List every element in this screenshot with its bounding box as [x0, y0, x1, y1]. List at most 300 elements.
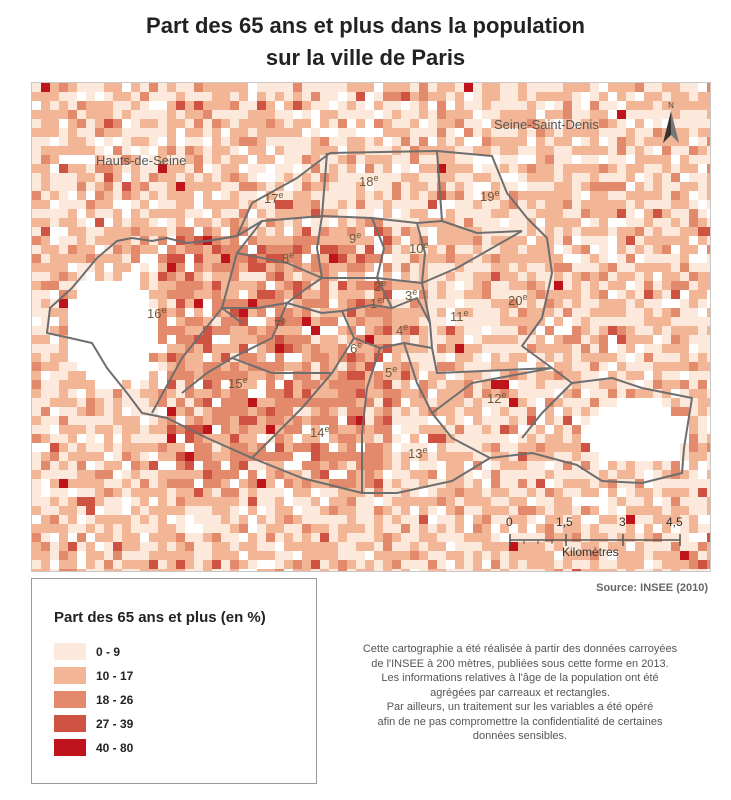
grid-cell [455, 353, 464, 362]
grid-cell [248, 263, 257, 272]
grid-cell [491, 506, 500, 515]
grid-cell [383, 173, 392, 182]
grid-cell [653, 326, 662, 335]
grid-cell [455, 92, 464, 101]
grid-cell [671, 362, 680, 371]
grid-cell [554, 353, 563, 362]
grid-cell [167, 119, 176, 128]
scale-tick-0: 0 [506, 515, 513, 529]
grid-cell [77, 83, 86, 92]
grid-cell [383, 389, 392, 398]
grid-cell [158, 227, 167, 236]
grid-cell [482, 434, 491, 443]
grid-cell [239, 542, 248, 551]
grid-cell [527, 173, 536, 182]
grid-cell [203, 506, 212, 515]
grid-cell [563, 569, 572, 571]
grid-cell [626, 524, 635, 533]
grid-cell [203, 389, 212, 398]
grid-cell [446, 209, 455, 218]
grid-cell [599, 272, 608, 281]
grid-cell [437, 254, 446, 263]
grid-cell [545, 155, 554, 164]
grid-cell [653, 371, 662, 380]
grid-cell [230, 497, 239, 506]
grid-cell [275, 488, 284, 497]
grid-cell [491, 101, 500, 110]
grid-cell [212, 497, 221, 506]
grid-cell [428, 173, 437, 182]
grid-cell [707, 317, 710, 326]
grid-cell [95, 263, 104, 272]
grid-cell [320, 353, 329, 362]
grid-cell [644, 326, 653, 335]
grid-cell [284, 362, 293, 371]
grid-cell [77, 254, 86, 263]
grid-cell [635, 470, 644, 479]
grid-cell [248, 371, 257, 380]
grid-cell [32, 398, 41, 407]
grid-cell [68, 479, 77, 488]
grid-cell [518, 83, 527, 92]
grid-cell [257, 263, 266, 272]
grid-cell [59, 515, 68, 524]
grid-cell [446, 380, 455, 389]
grid-cell [491, 497, 500, 506]
grid-cell [185, 479, 194, 488]
map-frame[interactable] [31, 82, 711, 572]
grid-cell [50, 83, 59, 92]
grid-cell [446, 506, 455, 515]
grid-cell [563, 416, 572, 425]
grid-cell [644, 227, 653, 236]
grid-cell [158, 470, 167, 479]
grid-cell [680, 506, 689, 515]
grid-cell [554, 344, 563, 353]
grid-cell [113, 452, 122, 461]
grid-cell [338, 326, 347, 335]
grid-cell [158, 263, 167, 272]
grid-cell [563, 479, 572, 488]
grid-cell [473, 173, 482, 182]
grid-cell [284, 326, 293, 335]
grid-cell [194, 83, 203, 92]
grid-cell [536, 569, 545, 571]
grid-cell [626, 560, 635, 569]
grid-cell [653, 254, 662, 263]
grid-cell [311, 533, 320, 542]
grid-cell [401, 182, 410, 191]
grid-cell [311, 416, 320, 425]
grid-cell [662, 488, 671, 497]
grid-cell [212, 200, 221, 209]
grid-cell [203, 407, 212, 416]
grid-cell [608, 479, 617, 488]
grid-cell [248, 407, 257, 416]
grid-cell [140, 110, 149, 119]
grid-cell [473, 353, 482, 362]
grid-cell [167, 245, 176, 254]
grid-cell [104, 389, 113, 398]
grid-cell [473, 479, 482, 488]
grid-cell [365, 479, 374, 488]
grid-cell [302, 110, 311, 119]
grid-cell [680, 551, 689, 560]
grid-cell [104, 416, 113, 425]
grid-cell [221, 146, 230, 155]
grid-cell [572, 218, 581, 227]
grid-cell [428, 119, 437, 128]
grid-cell [455, 137, 464, 146]
grid-cell [635, 119, 644, 128]
grid-cell [581, 569, 590, 571]
grid-cell [302, 317, 311, 326]
grid-cell [284, 434, 293, 443]
grid-cell [212, 281, 221, 290]
grid-cell [410, 209, 419, 218]
grid-cell [536, 182, 545, 191]
grid-cell [410, 353, 419, 362]
grid-cell [212, 416, 221, 425]
grid-cell [455, 200, 464, 209]
grid-cell [464, 506, 473, 515]
grid-cell [446, 416, 455, 425]
grid-cell [374, 137, 383, 146]
grid-cell [41, 506, 50, 515]
grid-cell [455, 479, 464, 488]
grid-cell [131, 191, 140, 200]
arrondissement-label-15: 15e [228, 375, 248, 391]
grid-cell [581, 398, 590, 407]
grid-cell [500, 83, 509, 92]
grid-cell [698, 119, 707, 128]
grid-cell [176, 110, 185, 119]
grid-cell [698, 128, 707, 137]
grid-cell [437, 227, 446, 236]
grid-cell [68, 497, 77, 506]
grid-cell [68, 551, 77, 560]
grid-cell [653, 227, 662, 236]
grid-cell [527, 272, 536, 281]
grid-cell [401, 83, 410, 92]
grid-cell [581, 182, 590, 191]
grid-cell [266, 227, 275, 236]
grid-cell [644, 164, 653, 173]
grid-cell [662, 380, 671, 389]
grid-cell [554, 308, 563, 317]
grid-cell [275, 569, 284, 571]
grid-cell [581, 155, 590, 164]
grid-cell [293, 137, 302, 146]
grid-cell [50, 353, 59, 362]
grid-cell [302, 344, 311, 353]
grid-cell [653, 263, 662, 272]
grid-cell [374, 92, 383, 101]
grid-cell [158, 425, 167, 434]
grid-cell [671, 353, 680, 362]
grid-cell [158, 272, 167, 281]
grid-cell [626, 317, 635, 326]
grid-cell [590, 335, 599, 344]
grid-cell [671, 506, 680, 515]
grid-cell [221, 101, 230, 110]
grid-cell [221, 326, 230, 335]
grid-cell [275, 209, 284, 218]
grid-cell [149, 272, 158, 281]
grid-cell [203, 101, 212, 110]
grid-cell [644, 272, 653, 281]
grid-cell [248, 173, 257, 182]
grid-cell [86, 236, 95, 245]
grid-cell [581, 137, 590, 146]
grid-cell [50, 92, 59, 101]
grid-cell [122, 434, 131, 443]
grid-cell [662, 245, 671, 254]
grid-cell [590, 137, 599, 146]
grid-cell [392, 92, 401, 101]
grid-cell [554, 137, 563, 146]
grid-cell [50, 182, 59, 191]
grid-cell [383, 200, 392, 209]
grid-cell [491, 308, 500, 317]
grid-cell [230, 182, 239, 191]
grid-cell [527, 83, 536, 92]
grid-cell [545, 146, 554, 155]
grid-cell [671, 227, 680, 236]
grid-cell [482, 101, 491, 110]
grid-cell [194, 353, 203, 362]
grid-cell [473, 281, 482, 290]
grid-cell [122, 551, 131, 560]
grid-cell [707, 227, 710, 236]
grid-cell [185, 362, 194, 371]
grid-cell [446, 272, 455, 281]
grid-cell [545, 227, 554, 236]
grid-cell [410, 155, 419, 164]
grid-cell [347, 362, 356, 371]
grid-cell [59, 533, 68, 542]
grid-cell [176, 371, 185, 380]
grid-cell [248, 191, 257, 200]
grid-cell [338, 524, 347, 533]
grid-cell [563, 164, 572, 173]
grid-cell [167, 299, 176, 308]
grid-cell [302, 506, 311, 515]
grid-cell [392, 461, 401, 470]
grid-cell [131, 497, 140, 506]
grid-cell [590, 164, 599, 173]
grid-cell [707, 398, 710, 407]
grid-cell [401, 128, 410, 137]
grid-cell [653, 317, 662, 326]
grid-cell [221, 569, 230, 571]
grid-cell [581, 326, 590, 335]
grid-cell [212, 344, 221, 353]
grid-cell [473, 92, 482, 101]
grid-cell [320, 569, 329, 571]
grid-cell [32, 542, 41, 551]
grid-cell [446, 362, 455, 371]
grid-cell [455, 83, 464, 92]
grid-cell [392, 380, 401, 389]
grid-cell [230, 137, 239, 146]
grid-cell [356, 497, 365, 506]
grid-cell [167, 506, 176, 515]
grid-cell [50, 155, 59, 164]
grid-cell [554, 218, 563, 227]
grid-cell [275, 506, 284, 515]
grid-cell [617, 263, 626, 272]
grid-cell [599, 515, 608, 524]
grid-cell [212, 551, 221, 560]
grid-cell [689, 371, 698, 380]
grid-cell [554, 470, 563, 479]
grid-cell [437, 353, 446, 362]
grid-cell [293, 389, 302, 398]
grid-cell [455, 119, 464, 128]
grid-cell [131, 524, 140, 533]
grid-cell [185, 326, 194, 335]
grid-cell [311, 299, 320, 308]
grid-cell [221, 434, 230, 443]
grid-cell [59, 380, 68, 389]
grid-cell [131, 227, 140, 236]
grid-cell [68, 200, 77, 209]
grid-cell [284, 83, 293, 92]
grid-cell [275, 551, 284, 560]
grid-cell [518, 317, 527, 326]
grid-cell [446, 335, 455, 344]
grid-cell [689, 128, 698, 137]
grid-cell [284, 128, 293, 137]
grid-cell [428, 506, 437, 515]
grid-cell [230, 290, 239, 299]
grid-cell [410, 83, 419, 92]
grid-cell [59, 434, 68, 443]
grid-cell [140, 137, 149, 146]
grid-cell [50, 434, 59, 443]
grid-cell [383, 461, 392, 470]
grid-cell [482, 362, 491, 371]
grid-cell [464, 281, 473, 290]
grid-cell [536, 488, 545, 497]
grid-cell [266, 407, 275, 416]
grid-cell [707, 182, 710, 191]
grid-cell [41, 92, 50, 101]
grid-cell [572, 524, 581, 533]
grid-cell [149, 353, 158, 362]
grid-cell [698, 110, 707, 119]
grid-cell [122, 443, 131, 452]
grid-cell [707, 326, 710, 335]
grid-cell [590, 560, 599, 569]
grid-cell [428, 290, 437, 299]
grid-cell [311, 200, 320, 209]
grid-cell [266, 524, 275, 533]
arrondissement-label-17: 17e [264, 190, 284, 206]
grid-cell [203, 128, 212, 137]
grid-cell [194, 533, 203, 542]
grid-cell [212, 569, 221, 571]
grid-cell [77, 182, 86, 191]
grid-cell [374, 371, 383, 380]
grid-cell [536, 92, 545, 101]
grid-cell [671, 569, 680, 571]
grid-cell [455, 524, 464, 533]
grid-cell [572, 326, 581, 335]
grid-cell [320, 362, 329, 371]
grid-cell [167, 137, 176, 146]
grid-cell [32, 461, 41, 470]
grid-cell [527, 245, 536, 254]
grid-cell [617, 164, 626, 173]
grid-cell [671, 83, 680, 92]
legend-label: 27 - 39 [96, 716, 134, 731]
grid-cell [500, 542, 509, 551]
grid-cell [509, 506, 518, 515]
grid-cell [167, 488, 176, 497]
grid-cell [230, 209, 239, 218]
grid-cell [437, 110, 446, 119]
grid-cell [140, 263, 149, 272]
grid-cell [338, 497, 347, 506]
grid-cell [365, 353, 374, 362]
grid-cell [473, 335, 482, 344]
grid-cell [338, 128, 347, 137]
grid-cell [167, 101, 176, 110]
grid-cell [122, 110, 131, 119]
grid-cell [284, 236, 293, 245]
grid-cell [212, 155, 221, 164]
grid-cell [392, 434, 401, 443]
grid-cell [95, 218, 104, 227]
grid-cell [203, 380, 212, 389]
grid-cell [59, 398, 68, 407]
grid-cell [581, 317, 590, 326]
arrondissement-label-18: 18e [359, 173, 379, 189]
grid-cell [635, 236, 644, 245]
grid-cell [167, 326, 176, 335]
grid-cell [122, 560, 131, 569]
grid-cell [194, 209, 203, 218]
grid-cell [410, 128, 419, 137]
grid-cell [689, 245, 698, 254]
grid-cell [626, 92, 635, 101]
grid-cell [410, 533, 419, 542]
grid-cell [653, 560, 662, 569]
grid-cell [50, 263, 59, 272]
grid-cell [50, 128, 59, 137]
grid-cell [50, 281, 59, 290]
grid-cell [59, 173, 68, 182]
grid-cell [347, 443, 356, 452]
grid-cell [536, 344, 545, 353]
grid-cell [689, 425, 698, 434]
grid-cell [41, 83, 50, 92]
grid-cell [644, 218, 653, 227]
grid-cell [329, 542, 338, 551]
grid-cell [410, 497, 419, 506]
grid-cell [644, 281, 653, 290]
grid-cell [707, 407, 710, 416]
grid-cell [455, 533, 464, 542]
grid-cell [482, 551, 491, 560]
grid-cell [545, 434, 554, 443]
grid-cell [599, 146, 608, 155]
grid-cell [455, 542, 464, 551]
grid-cell [590, 83, 599, 92]
grid-cell [527, 227, 536, 236]
